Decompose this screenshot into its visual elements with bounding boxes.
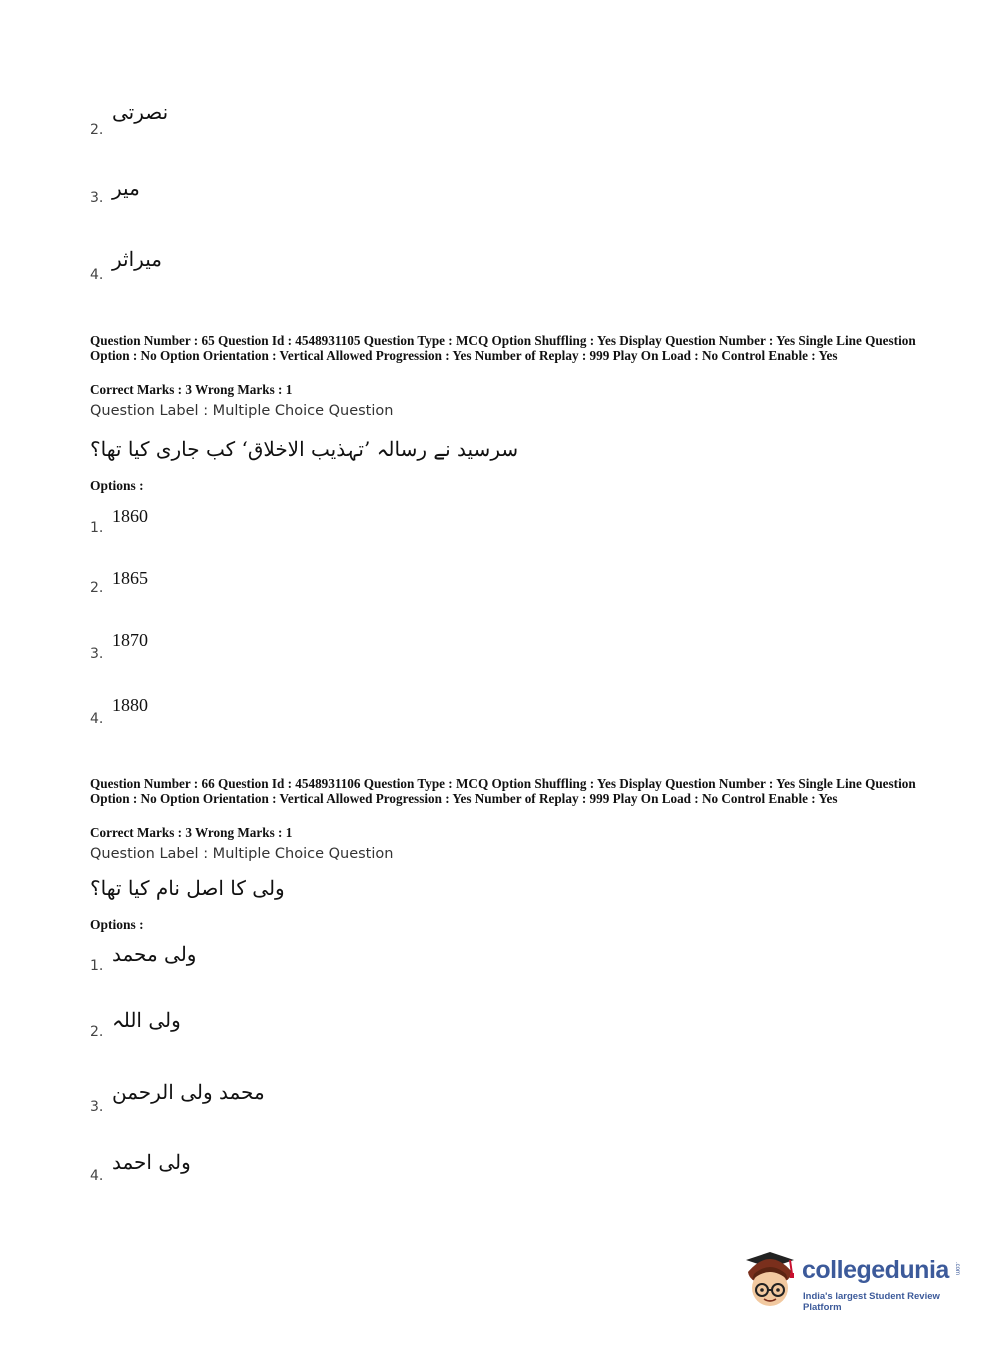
option-text: میراثر	[112, 247, 162, 271]
brand-tagline: India's largest Student Review Platform	[803, 1291, 940, 1313]
brand-domain: .com	[954, 1262, 960, 1276]
option-text: 1870	[112, 630, 148, 650]
question-meta: Question Number : 66 Question Id : 4548931106 Question Type : MCQ Option Shuffling : Yes Display Question Number : Yes Single Line Question Option : No Option Orientation : Vertical Allowed Progression : Yes Number of Replay : 999 Play On Load : No Control Enable : Yes	[90, 776, 916, 806]
option-number: 1.	[90, 958, 104, 974]
option-number: 3.	[90, 1099, 104, 1115]
option-text: ولی احمد	[112, 1150, 191, 1174]
option-number: 2.	[90, 122, 104, 138]
brand-name: collegedunia	[802, 1256, 949, 1284]
question-text: سرسید نے رسالہ ’تہذیب الاخلاق‘ کب جاری کیا تھا؟	[90, 437, 519, 461]
options-heading: Options :	[90, 478, 144, 493]
question-marks: Correct Marks : 3 Wrong Marks : 1	[90, 382, 293, 397]
option-text: محمد ولی الرحمن	[112, 1080, 265, 1104]
option-number: 3.	[90, 190, 104, 206]
question-label: Question Label : Multiple Choice Question	[90, 846, 394, 862]
option-number: 4.	[90, 267, 104, 283]
option-text: ولی محمد	[112, 942, 197, 966]
mascot-icon	[740, 1250, 802, 1314]
option-number: 1.	[90, 520, 104, 536]
option-text: نصرتی	[112, 100, 169, 124]
option-number: 4.	[90, 1168, 104, 1184]
option-text: 1865	[112, 568, 148, 588]
option-number: 4.	[90, 711, 104, 727]
question-label: Question Label : Multiple Choice Question	[90, 403, 394, 419]
option-text: ولی اللہ	[112, 1008, 181, 1032]
question-meta: Question Number : 65 Question Id : 4548931105 Question Type : MCQ Option Shuffling : Yes Display Question Number : Yes Single Line Question Option : No Option Orientation : Vertical Allowed Progression : Yes Number of Replay : 999 Play On Load : No Control Enable : Yes	[90, 333, 916, 363]
option-number: 3.	[90, 646, 104, 662]
question-text: ولی کا اصل نام کیا تھا؟	[90, 876, 285, 900]
question-marks: Correct Marks : 3 Wrong Marks : 1	[90, 825, 293, 840]
option-number: 2.	[90, 580, 104, 596]
collegedunia-logo	[740, 1250, 970, 1314]
options-heading: Options :	[90, 917, 144, 932]
option-number: 2.	[90, 1024, 104, 1040]
option-text: 1880	[112, 695, 148, 715]
option-text: میر	[112, 176, 140, 200]
option-text: 1860	[112, 506, 148, 526]
